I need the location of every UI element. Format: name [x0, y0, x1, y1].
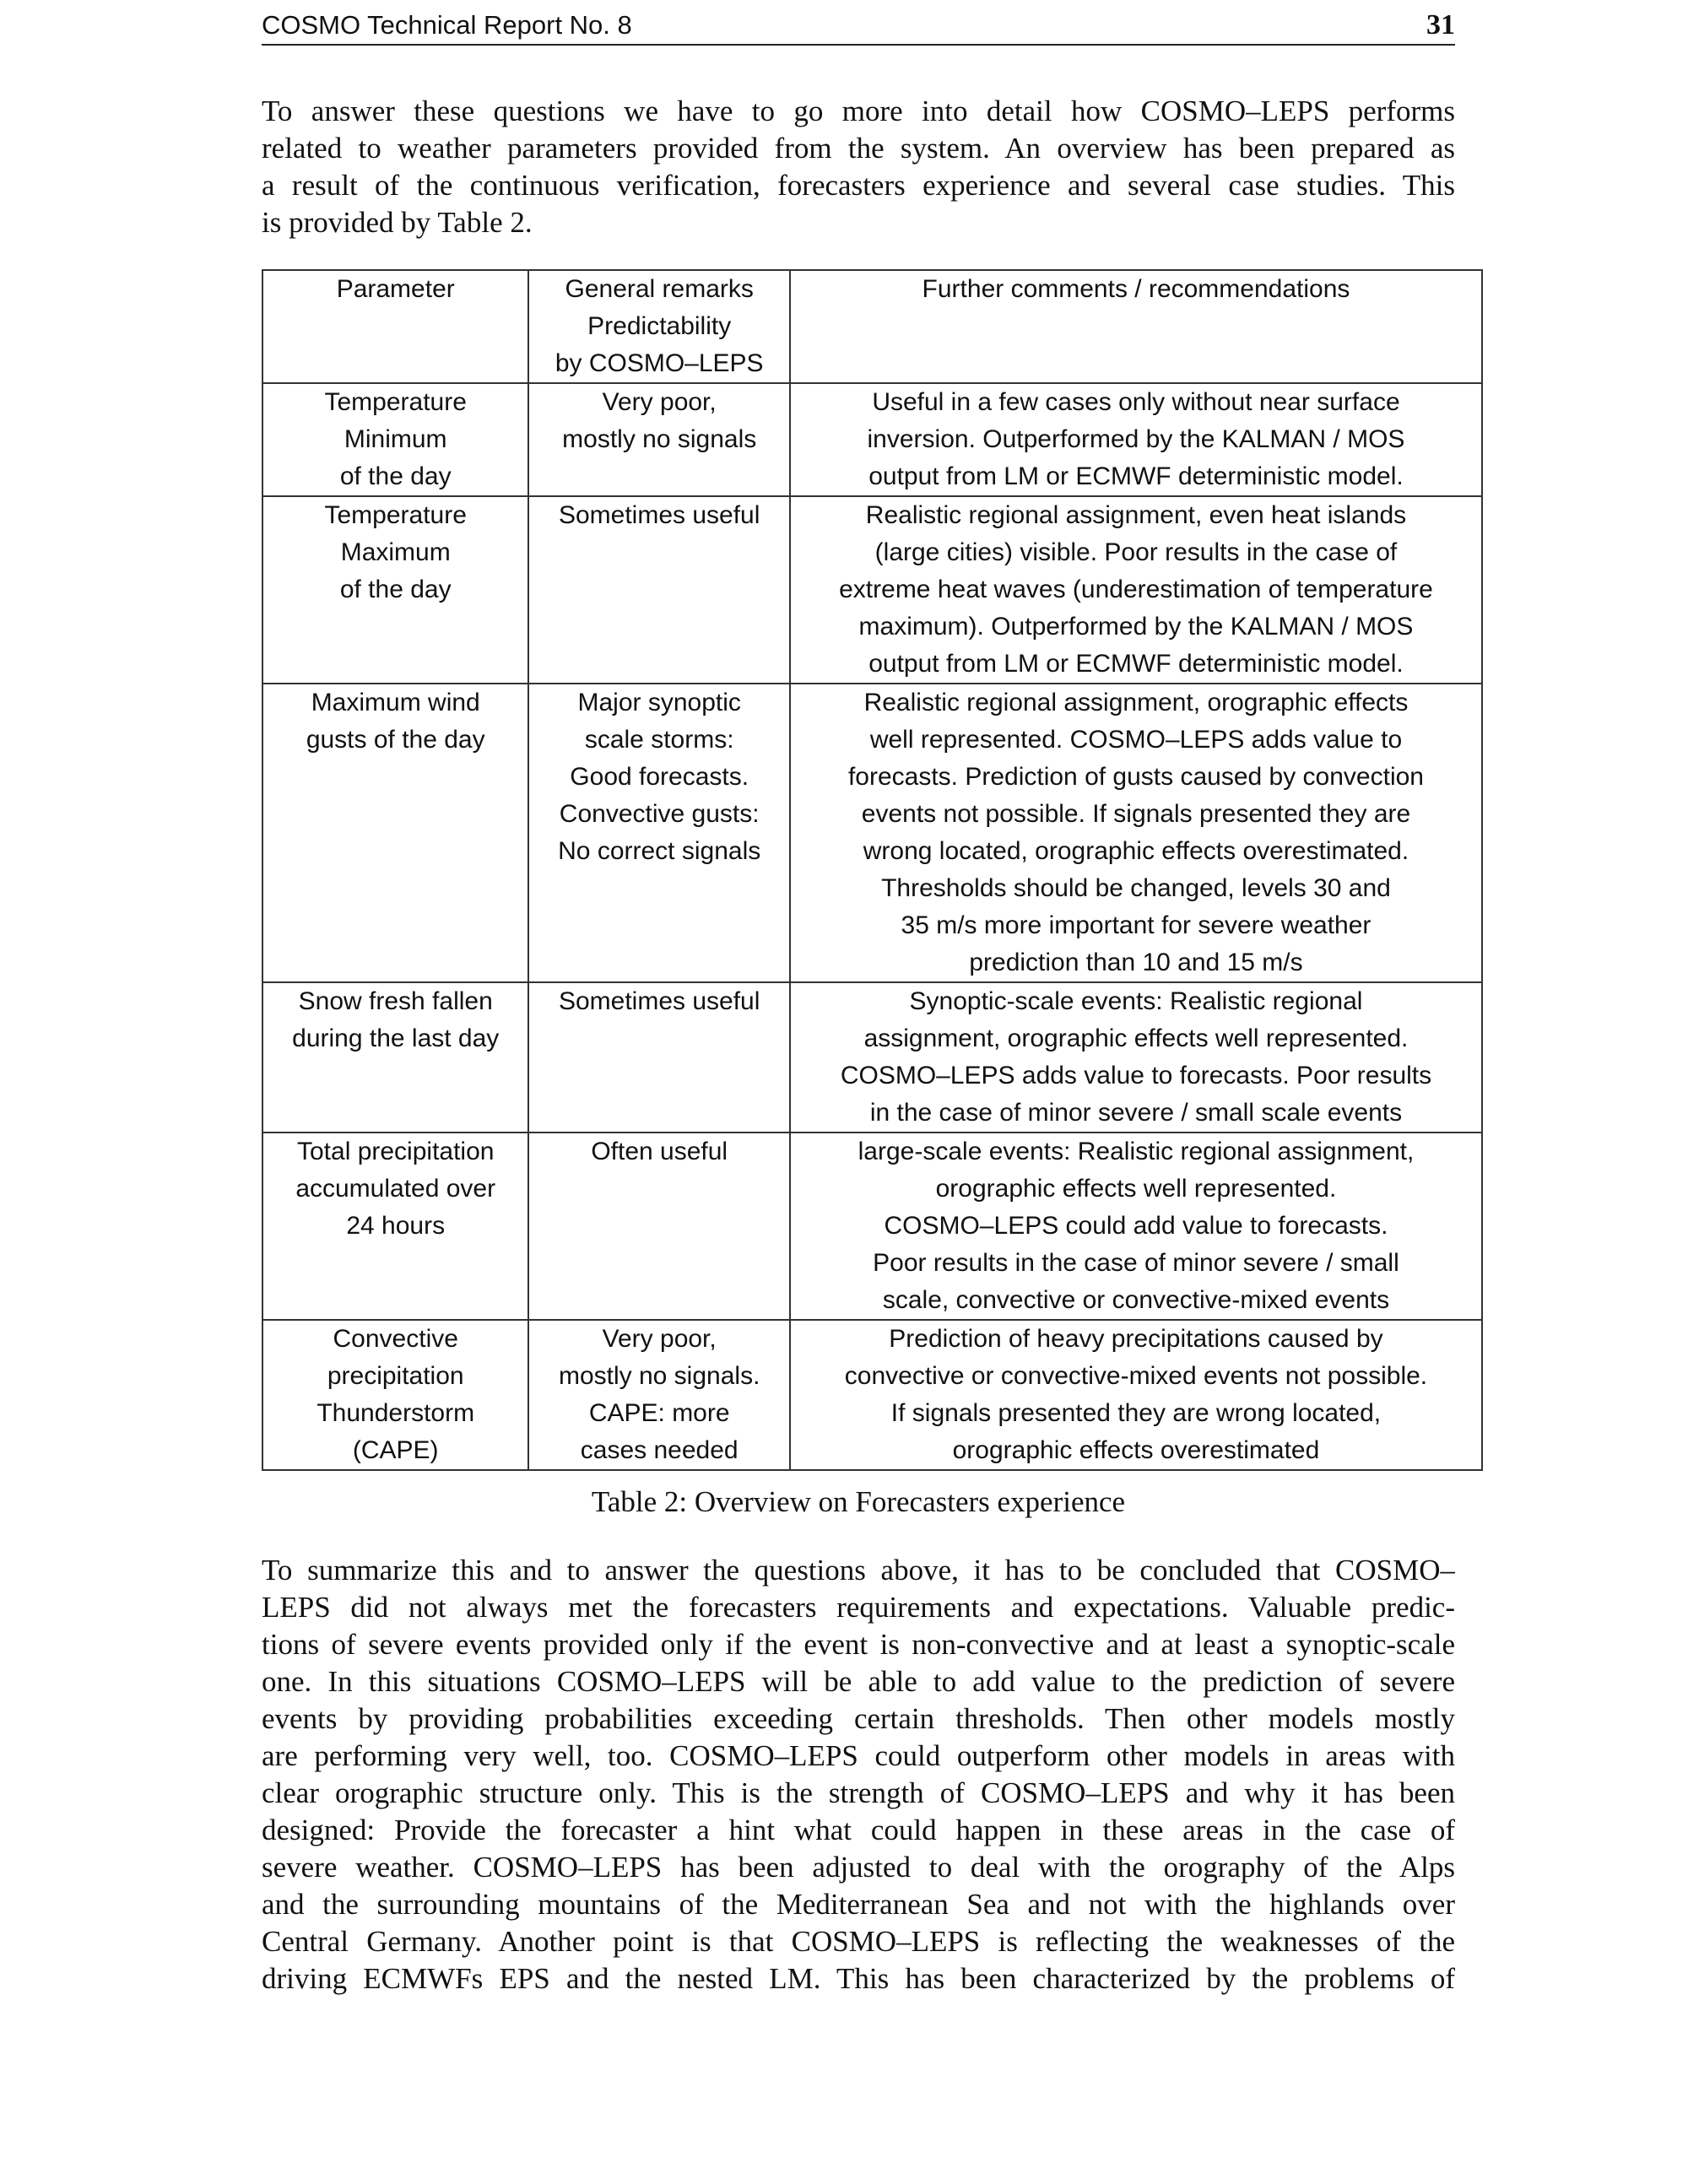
cell-line: Thresholds should be changed, levels 30 and — [881, 874, 1391, 902]
cell-line: large-scale events: Realistic regional assignment, — [858, 1138, 1415, 1165]
text-line: are performing very well, too. COSMO–LEPS could outperform other models in areas with — [262, 1739, 1455, 1772]
cell-line: Sometimes useful — [558, 501, 760, 529]
page-number: 31 — [1426, 9, 1455, 41]
cell-line: Snow fresh fallen — [298, 987, 493, 1015]
cell-line: Thunderstorm — [316, 1399, 475, 1427]
cell-line: orographic effects overestimated — [952, 1436, 1320, 1464]
parameter-cell — [262, 1133, 528, 1320]
text-line: severe weather. COSMO–LEPS has been adjusted to deal with the orography of the Alps — [262, 1851, 1455, 1884]
remarks-cell — [528, 684, 790, 982]
cell-line: (large cities) visible. Poor results in the case of — [874, 538, 1398, 566]
cell-line: prediction than 10 and 15 m/s — [969, 949, 1303, 976]
cell-line: Minimum — [344, 425, 447, 453]
cell-line: of the day — [339, 462, 452, 490]
cell-line: Maximum wind — [311, 689, 480, 716]
remarks-cell — [528, 383, 790, 496]
text-line: one. In this situations COSMO–LEPS will be able to add value to the prediction of severe — [262, 1665, 1455, 1698]
parameter-cell — [262, 496, 528, 684]
text-line: tions of severe events provided only if the event is non-convective and at least a synoptic-scale — [262, 1628, 1455, 1661]
cell-line: events not possible. If signals presented they are — [861, 800, 1411, 828]
cell-line: Realistic regional assignment, even heat islands — [865, 501, 1407, 529]
comments-cell — [790, 1133, 1482, 1320]
cell-line: inversion. Outperformed by the KALMAN / MOS — [867, 425, 1405, 453]
remarks-cell — [528, 1320, 790, 1470]
text-line: To answer these questions we have to go more into detail how COSMO–LEPS performs — [262, 95, 1455, 127]
cell-line: output from LM or ECMWF deterministic model. — [868, 462, 1404, 490]
remarks-cell — [528, 1133, 790, 1320]
cell-line: Major synoptic — [577, 689, 741, 716]
cell-line: orographic effects well represented. — [935, 1175, 1337, 1203]
parameter-cell — [262, 1320, 528, 1470]
cell-line: maximum). Outperformed by the KALMAN / MOS — [858, 613, 1414, 641]
cell-line: Total precipitation — [296, 1138, 495, 1165]
text-line: clear orographic structure only. This is the strength of COSMO–LEPS and why it has been — [262, 1776, 1455, 1809]
text-line: driving ECMWFs EPS and the nested LM. This has been characterized by the problems of — [262, 1962, 1455, 1995]
parameter-cell — [262, 684, 528, 982]
comments-cell — [790, 383, 1482, 496]
cell-line: Often useful — [591, 1138, 728, 1165]
cell-line: Realistic regional assignment, orographic effects — [863, 689, 1409, 716]
cell-line: No correct signals — [558, 837, 761, 865]
table-row — [262, 496, 1482, 684]
table-row — [262, 1320, 1482, 1470]
cell-line: in the case of minor severe / small scale events — [869, 1099, 1403, 1127]
table-row — [262, 684, 1482, 982]
cell-line: output from LM or ECMWF deterministic model. — [868, 650, 1404, 678]
comments-cell — [790, 1320, 1482, 1470]
cell-line: scale storms: — [584, 726, 734, 754]
cell-line: Convective — [333, 1325, 458, 1353]
text-line: a result of the continuous verification, forecasters experience and several case studies. This — [262, 169, 1455, 202]
forecasters-experience-table — [262, 269, 1483, 1471]
text-line: and the surrounding mountains of the Mediterranean Sea and not with the highlands over — [262, 1888, 1455, 1921]
cell-line: gusts of the day — [306, 726, 485, 754]
cell-line: If signals presented they are wrong located, — [890, 1399, 1382, 1427]
cell-line: Sometimes useful — [558, 987, 760, 1015]
cell-line: cases needed — [580, 1436, 738, 1464]
cell-line: 35 m/s more important for severe weather — [901, 911, 1372, 939]
cell-line: General remarks — [565, 275, 754, 303]
cell-line: Useful in a few cases only without near surface — [872, 388, 1400, 416]
cell-line: COSMO–LEPS adds value to forecasts. Poor results — [840, 1062, 1432, 1089]
cell-line: convective or convective-mixed events not possible. — [844, 1362, 1428, 1390]
cell-line: mostly no signals — [562, 425, 757, 453]
cell-line: Synoptic-scale events: Realistic regional — [909, 987, 1363, 1015]
cell-line: Further comments / recommendations — [922, 275, 1350, 303]
cell-line: Parameter — [336, 275, 455, 303]
comments-cell — [790, 684, 1482, 982]
text-line: LEPS did not always met the forecasters requirements and expectations. Valuable predic- — [262, 1591, 1455, 1624]
cell-line: Poor results in the case of minor severe / small — [873, 1249, 1399, 1277]
cell-line: Predictability — [587, 312, 732, 340]
summary-paragraph — [262, 1552, 1455, 1997]
table-row — [262, 383, 1482, 496]
text-line: events by providing probabilities exceeding certain thresholds. Then other models mostly — [262, 1702, 1455, 1735]
table-caption: Table 2: Overview on Forecasters experience — [591, 1485, 1126, 1518]
cell-line: Temperature — [324, 501, 467, 529]
cell-line: Very poor, — [602, 1325, 717, 1353]
cell-line: precipitation — [327, 1362, 464, 1390]
remarks-cell — [528, 496, 790, 684]
parameter-cell — [262, 982, 528, 1133]
cell-line: by COSMO–LEPS — [555, 349, 764, 377]
cell-line: COSMO–LEPS could add value to forecasts. — [884, 1212, 1388, 1240]
text-line: To summarize this and to answer the questions above, it has to be concluded that COSMO– — [262, 1554, 1455, 1587]
cell-line: CAPE: more — [588, 1399, 730, 1427]
cell-line: mostly no signals. — [558, 1362, 760, 1390]
cell-line: assignment, orographic effects well represented. — [863, 1024, 1409, 1052]
cell-line: wrong located, orographic effects overestimated. — [863, 837, 1409, 865]
text-line: designed: Provide the forecaster a hint what could happen in these areas in the case of — [262, 1814, 1455, 1846]
cell-line: 24 hours — [346, 1212, 446, 1240]
table-row — [262, 982, 1482, 1133]
remarks-cell — [528, 982, 790, 1133]
text-line: Central Germany. Another point is that COSMO–LEPS is reflecting the weaknesses of the — [262, 1925, 1455, 1958]
remarks-cell — [528, 270, 790, 383]
intro-paragraph — [262, 93, 1455, 241]
cell-line: Good forecasts. — [570, 763, 749, 791]
parameter-cell — [262, 270, 528, 383]
text-line: related to weather parameters provided from the system. An overview has been prepared as — [262, 132, 1455, 165]
comments-cell — [790, 270, 1482, 383]
cell-line: extreme heat waves (underestimation of temperature — [839, 576, 1433, 603]
cell-line: Prediction of heavy precipitations caused by — [889, 1325, 1383, 1353]
cell-line: Maximum — [340, 538, 451, 566]
cell-line: well represented. COSMO–LEPS adds value to — [869, 726, 1403, 754]
running-header — [262, 7, 1455, 46]
cell-line: of the day — [339, 576, 452, 603]
cell-line: Temperature — [324, 388, 467, 416]
cell-line: Very poor, — [602, 388, 717, 416]
cell-line: during the last day — [292, 1024, 500, 1052]
report-title: COSMO Technical Report No. 8 — [262, 10, 632, 40]
cell-line: Convective gusts: — [559, 800, 760, 828]
table-row — [262, 1133, 1482, 1320]
comments-cell — [790, 496, 1482, 684]
cell-line: scale, convective or convective-mixed events — [882, 1286, 1390, 1314]
table-header-row — [262, 270, 1482, 383]
text-line: is provided by Table 2. — [262, 206, 533, 239]
cell-line: forecasts. Prediction of gusts caused by convection — [847, 763, 1424, 791]
comments-cell — [790, 982, 1482, 1133]
cell-line: (CAPE) — [352, 1436, 439, 1464]
cell-line: accumulated over — [295, 1175, 496, 1203]
parameter-cell — [262, 383, 528, 496]
